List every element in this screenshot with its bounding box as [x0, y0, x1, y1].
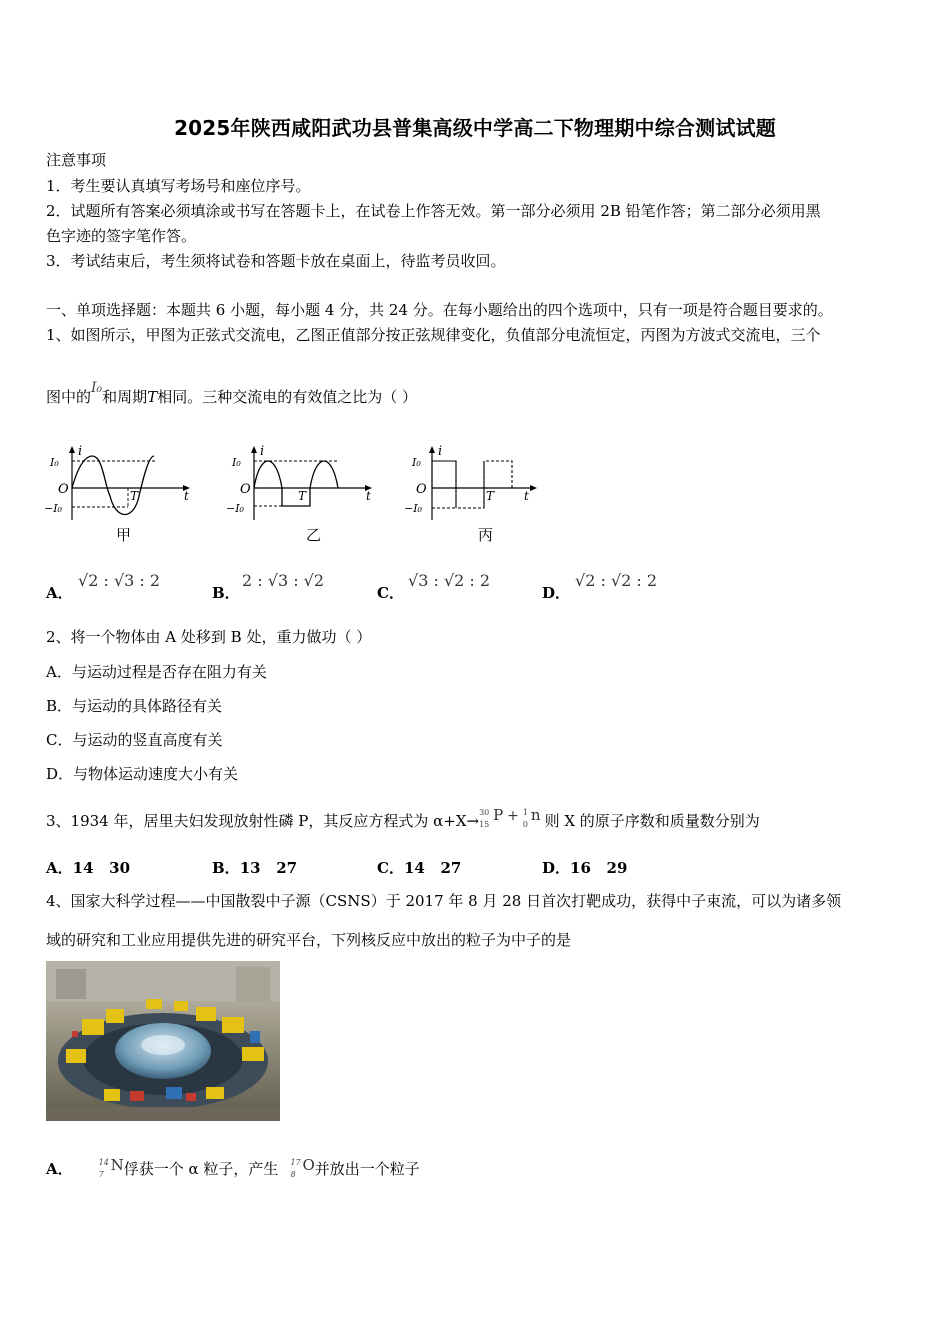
i0-symbol: I₀: [91, 380, 103, 396]
page-title: 2025年陕西咸阳武功县普集高级中学高二下物理期中综合测试试题: [174, 116, 776, 140]
x-label: t: [366, 489, 371, 503]
graph-caption: 丙: [478, 526, 494, 544]
option-value: 14 30: [72, 859, 131, 877]
question-1-stem-line2: [46, 380, 417, 411]
element-symbol: O: [302, 1156, 315, 1174]
csns-facility-photo: [46, 961, 280, 1121]
element-symbol: N: [110, 1156, 124, 1174]
option-value: 16 29: [570, 859, 628, 877]
option-text: 并放出一个粒子: [314, 1160, 420, 1178]
option-value: 14 27: [403, 859, 462, 877]
option-b-expr: 2 : √3 : √2: [242, 571, 325, 590]
graph-yi: [226, 444, 376, 548]
plus-sign: +: [507, 808, 519, 824]
tick-label: −I₀: [226, 502, 244, 515]
question-3-option-d: [542, 855, 627, 881]
atomic-number: 7: [98, 1170, 104, 1179]
option-label: A．: [46, 584, 73, 602]
tick-label: I₀: [232, 456, 241, 469]
mass-number: 1: [522, 808, 528, 817]
y-label: i: [438, 444, 443, 459]
stem-text: 图中的: [46, 388, 92, 406]
nuclide-n14: [97, 1156, 111, 1182]
mass-number: 30: [479, 808, 490, 817]
tick-label: I₀: [50, 456, 59, 469]
option-label: A．: [46, 1160, 73, 1178]
question-3-option-b: [212, 855, 297, 881]
atomic-number: 0: [522, 820, 528, 829]
question-2-option-d: D．与物体运动速度大小有关: [46, 765, 239, 783]
stem-text: 相同。三种交流电的有效值之比为（ ）: [157, 388, 417, 406]
notes-heading: 注意事项: [46, 151, 107, 169]
origin-label: O: [416, 482, 427, 497]
tick-label: −I₀: [44, 502, 62, 515]
question-4-stem: 4、国家大科学过程——中国散裂中子源（CSNS）于 2017 年 8 月 28 日首次打靶成功，获得中子束流，可以为诸多领: [46, 892, 842, 910]
note-item: 1．考生要认真填写考场号和座位序号。: [46, 177, 311, 195]
option-a-expr: √2 : √3 : 2: [78, 571, 161, 590]
question-1-stem: 1、如图所示，甲图为正弦式交流电，乙图正值部分按正弦规律变化，负值部分电流恒定，丙图为方波式交流电，三个: [46, 326, 821, 344]
mass-number: 17: [290, 1158, 301, 1167]
option-label: C．: [377, 859, 404, 877]
tick-label: I₀: [412, 456, 421, 469]
stem-text: 和周期: [102, 388, 148, 406]
graph-jia: [44, 444, 194, 548]
question-3-stem: [46, 808, 760, 835]
question-2-option-c: C．与运动的竖直高度有关: [46, 731, 223, 749]
question-2-option-a: A．与运动过程是否存在阻力有关: [46, 663, 267, 681]
option-label: D．: [542, 859, 571, 877]
x-label: t: [524, 489, 529, 503]
period-label: T: [130, 489, 139, 503]
period-label: T: [298, 489, 307, 503]
graph-bing: [404, 444, 554, 548]
option-text: 俘获一个 α 粒子，产生: [123, 1160, 279, 1178]
x-label: t: [184, 489, 189, 503]
tick-label: −I₀: [404, 502, 422, 515]
graph-caption: 乙: [306, 526, 322, 544]
question-2-option-b: B．与运动的具体路径有关: [46, 697, 223, 715]
nuclide-p: [479, 808, 493, 834]
note-item: 3．考试结束后，考生须将试卷和答题卡放在桌面上，待监考员收回。: [46, 252, 506, 270]
graph-caption: 甲: [116, 526, 132, 544]
option-c-expr: √3 : √2 : 2: [408, 571, 491, 590]
question-4-stem-line2: 域的研究和工业应用提供先进的研究平台，下列核反应中放出的粒子为中子的是: [46, 931, 572, 949]
y-label: i: [260, 444, 265, 459]
nuclide-o17: [288, 1156, 302, 1182]
option-label: A．: [46, 859, 73, 877]
question-3-option-c: [377, 855, 461, 881]
element-symbol: P: [493, 806, 504, 824]
option-label: D．: [542, 584, 571, 602]
origin-label: O: [58, 482, 69, 497]
atomic-number: 8: [290, 1170, 296, 1179]
period-symbol: T: [147, 388, 158, 406]
option-d-expr: √2 : √2 : 2: [575, 571, 658, 590]
note-item: 色字迹的签字笔作答。: [46, 227, 197, 245]
origin-label: O: [240, 482, 251, 497]
y-label: i: [78, 444, 83, 459]
option-label: B．: [212, 859, 240, 877]
option-label: C．: [377, 584, 404, 602]
period-label: T: [486, 489, 495, 503]
stem-text: 则 X 的原子序数和质量数分别为: [544, 812, 760, 830]
mass-number: 14: [98, 1158, 109, 1167]
section-heading: 一、单项选择题：本题共 6 小题，每小题 4 分，共 24 分。在每小题给出的四个选项中，只有一项是符合题目要求的。: [46, 301, 833, 319]
stem-text: 3、1934 年，居里夫妇发现放射性磷 P，其反应方程式为 α+X→: [46, 812, 480, 830]
question-2-stem: 2、将一个物体由 A 处移到 B 处，重力做功（ ）: [46, 628, 372, 646]
option-label: B．: [212, 584, 240, 602]
note-item: 2．试题所有答案必须填涂或书写在答题卡上，在试卷上作答无效。第一部分必须用 2B 铅笔作答；第二部分必须用黑: [46, 202, 821, 220]
nuclide-n: [523, 808, 531, 834]
element-symbol: n: [530, 806, 541, 824]
option-value: 13 27: [239, 859, 298, 877]
question-3-option-a: [46, 855, 130, 881]
question-4-option-a: [46, 1156, 420, 1182]
atomic-number: 15: [479, 820, 490, 829]
